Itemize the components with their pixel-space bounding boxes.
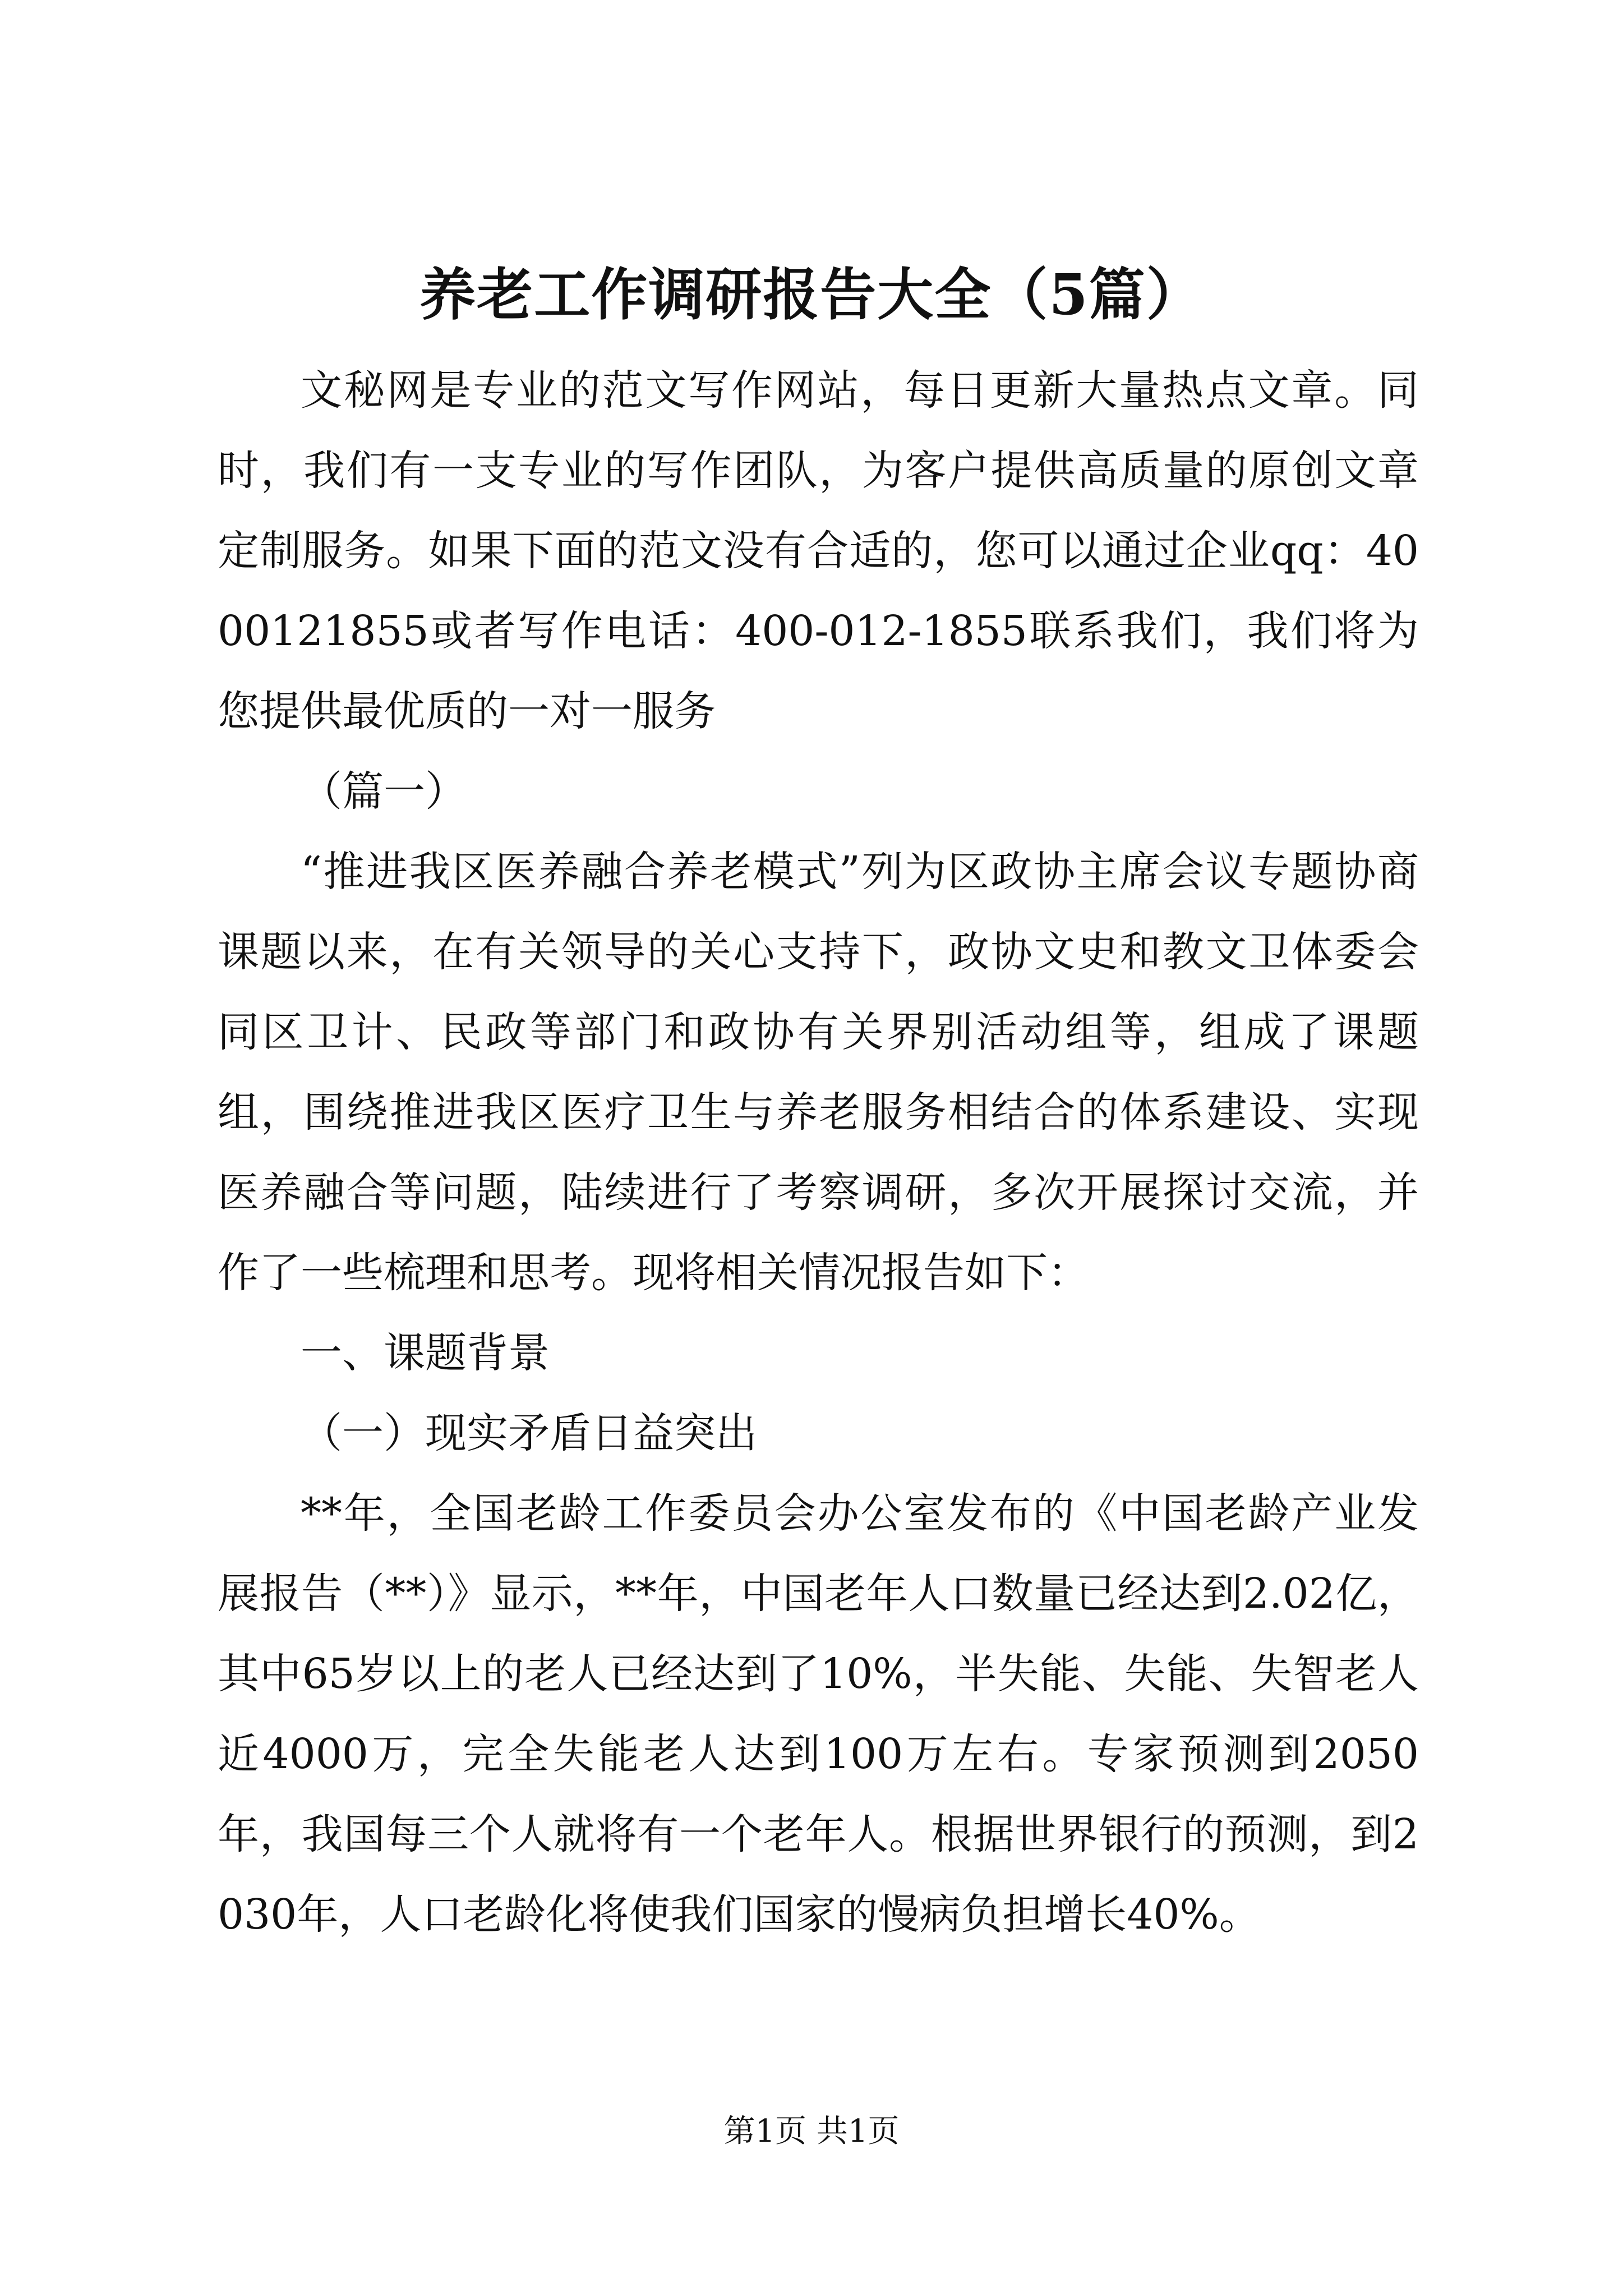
page-footer: 第1页 共1页 [723, 2113, 900, 2150]
section-heading: 一、课题背景 [301, 1329, 550, 1377]
section-label-part-one: （篇一） [301, 767, 467, 816]
subsection-heading: （一）现实矛盾日益突出 [301, 1409, 757, 1457]
document-title: 养老工作调研报告大全（5篇） [419, 261, 1204, 328]
document-body [218, 351, 1419, 1955]
body-paragraph: **年，全国老龄工作委员会办公室发布的《中国老龄产业发展报告（**）》显示，**年，中国老年人口数量已经达到2.02亿，其中65岁以上的老人已经达到了10%，半失能、失能、失智老人近4000万，完全失能老人达到100万左右。专家预测到2050年，我国每三个人就将有一个老年人。根据世界银行的预测，到2030年，人口老龄化将使我们国家的慢病负担增长40%。 [218, 1489, 1419, 1939]
intro-paragraph: 文秘网是专业的范文写作网站，每日更新大量热点文章。同时，我们有一支专业的写作团队，为客户提供高质量的原创文章定制服务。如果下面的范文没有合适的，您可以通过企业qq：4000121855或者写作电话：400-012-1855联系我们，我们将为您提供最优质的一对一服务 [218, 366, 1419, 735]
body-paragraph: “推进我区医养融合养老模式”列为区政协主席会议专题协商课题以来，在有关领导的关心支持下，政协文史和教文卫体委会同区卫计、民政等部门和政协有关界别活动组等，组成了课题组，围绕推进我区医疗卫生与养老服务相结合的体系建设、实现医养融合等问题，陆续进行了考察调研，多次开展探讨交流，并作了一些梳理和思考。现将相关情况报告如下： [218, 848, 1419, 1297]
